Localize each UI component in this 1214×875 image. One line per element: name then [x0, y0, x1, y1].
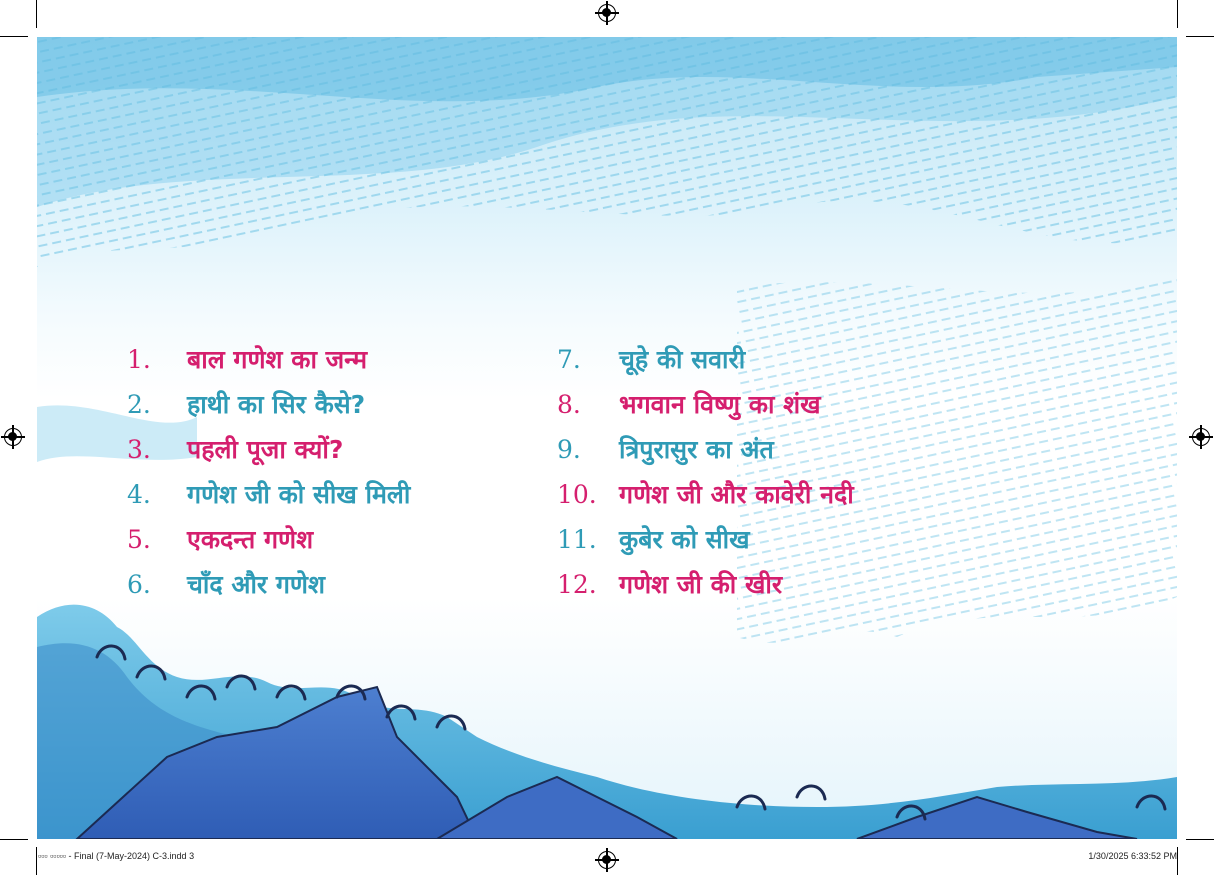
toc-number: 9. [557, 435, 581, 464]
toc-title: चूहे की सवारी [619, 345, 746, 374]
toc-number: 4. [127, 480, 151, 509]
slug-timestamp: 1/30/2025 6:33:52 PM [1088, 851, 1177, 861]
toc-title: भगवान विष्णु का शंख [619, 390, 821, 419]
crop-mark [1177, 0, 1178, 28]
toc-item [127, 432, 410, 477]
toc-title: गणेश जी को सीख मिली [187, 480, 411, 509]
crop-mark [0, 36, 28, 37]
toc-item [127, 342, 410, 387]
slug-file-name: ▫▫▫ ▫▫▫▫▫ - Final (7-May-2024) C-3.indd 3 [38, 851, 195, 861]
crop-mark [1186, 36, 1214, 37]
toc-number: 7. [557, 345, 581, 374]
toc-item [127, 387, 410, 432]
registration-mark-icon [598, 4, 616, 22]
toc-number: 10. [557, 480, 597, 509]
registration-mark-icon [4, 428, 22, 446]
registration-mark-icon [1192, 428, 1210, 446]
toc-item [557, 567, 854, 612]
crop-mark [1186, 839, 1214, 840]
crop-mark [1177, 847, 1178, 875]
toc-item [127, 477, 410, 522]
crop-mark [0, 839, 28, 840]
contents-page [37, 37, 1177, 839]
toc-number: 12. [557, 570, 597, 599]
contents-list-left [127, 342, 410, 612]
toc-number: 2. [127, 390, 151, 419]
toc-number: 1. [127, 345, 151, 374]
toc-item [557, 477, 854, 522]
toc-number: 3. [127, 435, 151, 464]
toc-title: बाल गणेश का जन्म [187, 345, 368, 374]
toc-title: एकदन्त गणेश [187, 525, 314, 554]
toc-title: गणेश जी की खीर [619, 570, 783, 599]
toc-item [557, 522, 854, 567]
toc-item [557, 387, 854, 432]
toc-item [557, 342, 854, 387]
toc-title: कुबेर को सीख [619, 525, 750, 554]
toc-item [127, 567, 410, 612]
crop-mark [36, 847, 37, 875]
toc-title: गणेश जी और कावेरी नदी [619, 480, 854, 509]
toc-number: 8. [557, 390, 581, 419]
toc-title: त्रिपुरासुर का अंत [619, 435, 774, 464]
toc-item [127, 522, 410, 567]
toc-title: पहली पूजा क्यों? [187, 435, 344, 464]
toc-number: 11. [557, 525, 597, 554]
toc-number: 5. [127, 525, 151, 554]
toc-title: हाथी का सिर कैसे? [187, 390, 366, 419]
toc-item [557, 432, 854, 477]
registration-mark-icon [598, 851, 616, 869]
toc-title: चाँद और गणेश [187, 570, 325, 599]
contents-list-right [557, 342, 854, 612]
toc-number: 6. [127, 570, 151, 599]
crop-mark [36, 0, 37, 28]
